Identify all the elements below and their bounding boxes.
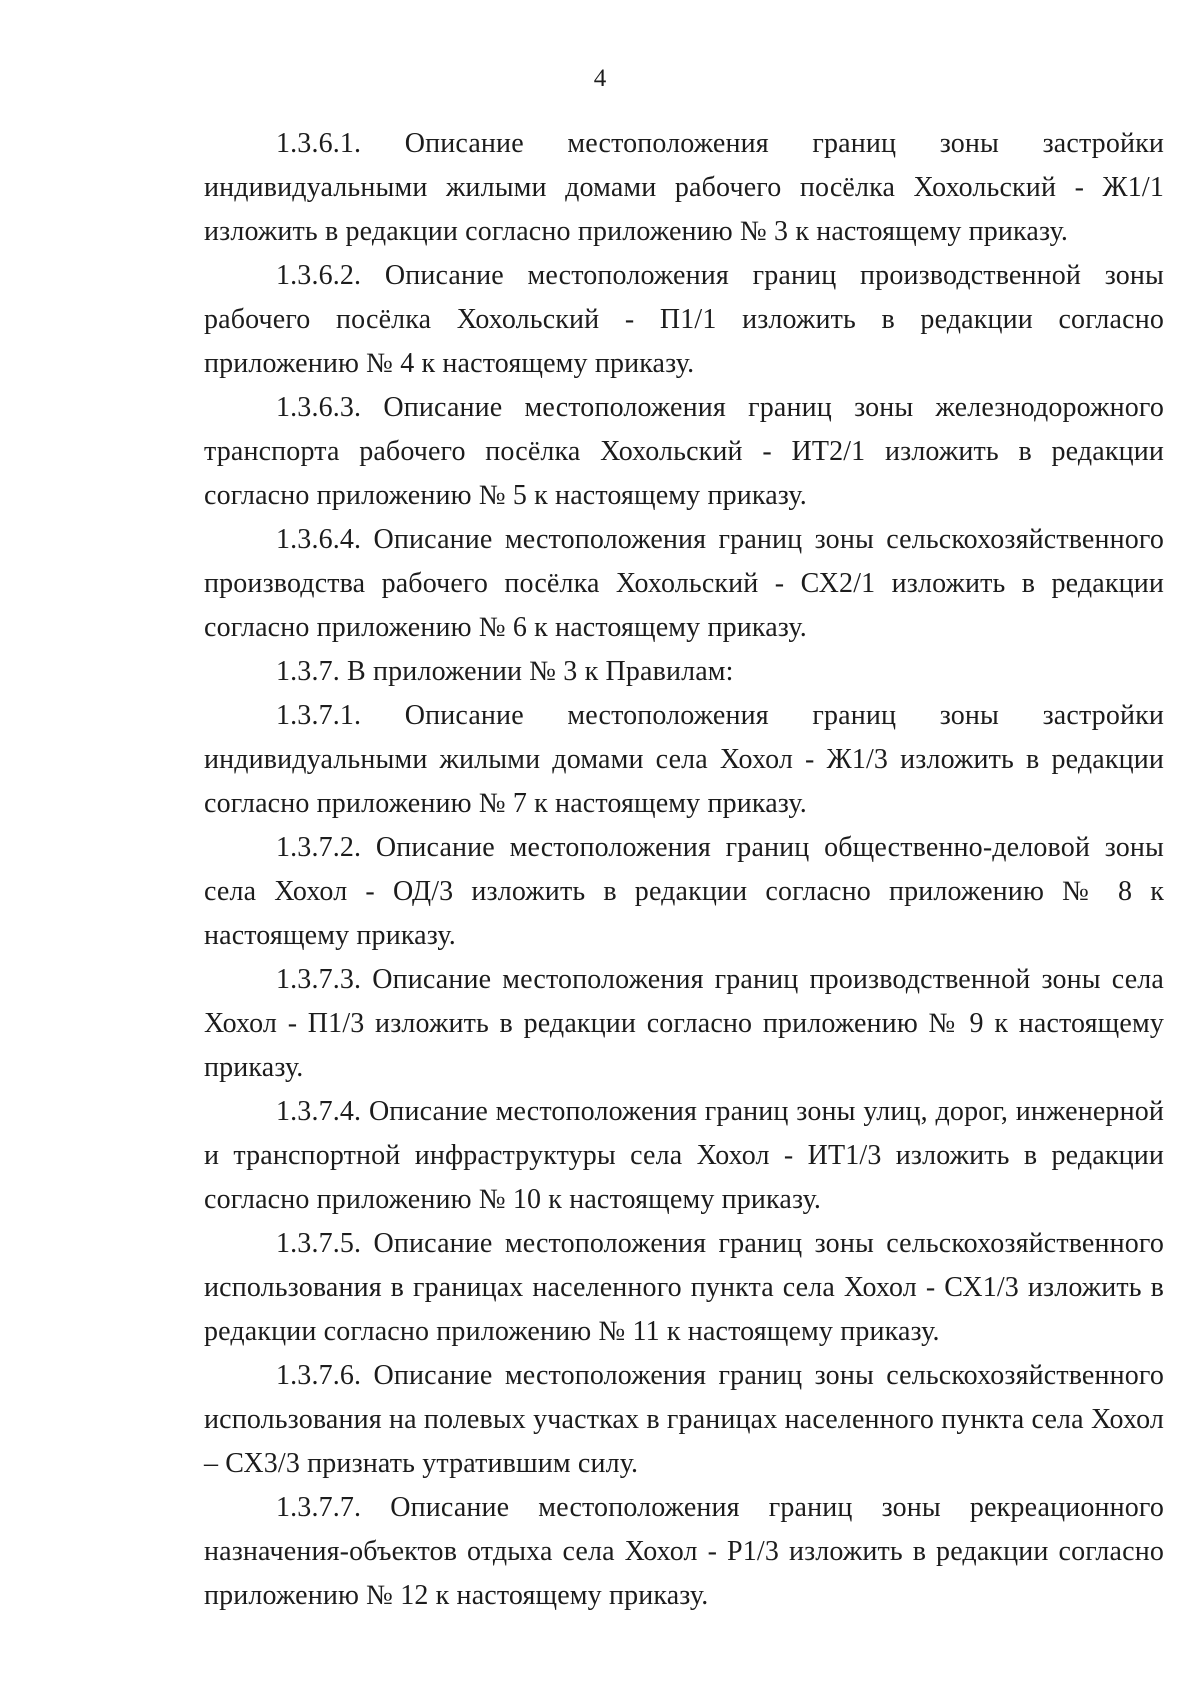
paragraph-1-3-7-6: 1.3.7.6. Описание местоположения границ зоны сельскохозяйственного использования на полевых участках в границах населенного пункта села Хохол – СХ3/3 признать утратившим силу. (204, 1360, 1164, 1479)
paragraph-1-3-7-3: 1.3.7.3. Описание местоположения границ производственной зоны села Хохол - П1/3 изложить в редакции согласно приложению № 9 к настоящему приказу. (204, 964, 1164, 1083)
paragraph-1-3-7-7: 1.3.7.7. Описание местоположения границ зоны рекреационного назначения-объектов отдыха села Хохол - Р1/3 изложить в редакции согласно приложению № 12 к настоящему приказу. (204, 1492, 1164, 1611)
paragraph-1-3-7: 1.3.7. В приложении № 3 к Правилам: (276, 656, 734, 687)
paragraph-1-3-7-2: 1.3.7.2. Описание местоположения границ общественно-деловой зоны села Хохол - ОД/3 изложить в редакции согласно приложению № 8 к настоящему приказу. (204, 832, 1164, 951)
paragraph-1-3-7-5: 1.3.7.5. Описание местоположения границ зоны сельскохозяйственного использования в границах населенного пункта села Хохол - СХ1/3 изложить в редакции согласно приложению № 11 к настоящему приказу. (204, 1228, 1164, 1347)
paragraph-1-3-6-1: 1.3.6.1. Описание местоположения границ зоны застройки индивидуальными жилыми домами рабочего посёлка Хохольский - Ж1/1 изложить в редакции согласно приложению № 3 к настоящему приказу. (204, 128, 1164, 247)
paragraph-1-3-7-4: 1.3.7.4. Описание местоположения границ зоны улиц, дорог, инженерной и транспортной инфраструктуры села Хохол - ИТ1/3 изложить в редакции согласно приложению № 10 к настоящему приказу. (204, 1096, 1164, 1215)
paragraph-1-3-7-1: 1.3.7.1. Описание местоположения границ зоны застройки индивидуальными жилыми домами села Хохол - Ж1/3 изложить в редакции согласно приложению № 7 к настоящему приказу. (204, 700, 1164, 819)
paragraph-1-3-6-3: 1.3.6.3. Описание местоположения границ зоны железнодорожного транспорта рабочего посёлка Хохольский - ИТ2/1 изложить в редакции согласно приложению № 5 к настоящему приказу. (204, 392, 1164, 511)
page-number: 4 (593, 65, 607, 92)
document-body (204, 122, 1164, 1618)
paragraph-1-3-6-2: 1.3.6.2. Описание местоположения границ производственной зоны рабочего посёлка Хохольский - П1/1 изложить в редакции согласно приложению № 4 к настоящему приказу. (204, 260, 1164, 379)
paragraph-1-3-6-4: 1.3.6.4. Описание местоположения границ зоны сельскохозяйственного производства рабочего посёлка Хохольский - СХ2/1 изложить в редакции согласно приложению № 6 к настоящему приказу. (204, 524, 1164, 643)
